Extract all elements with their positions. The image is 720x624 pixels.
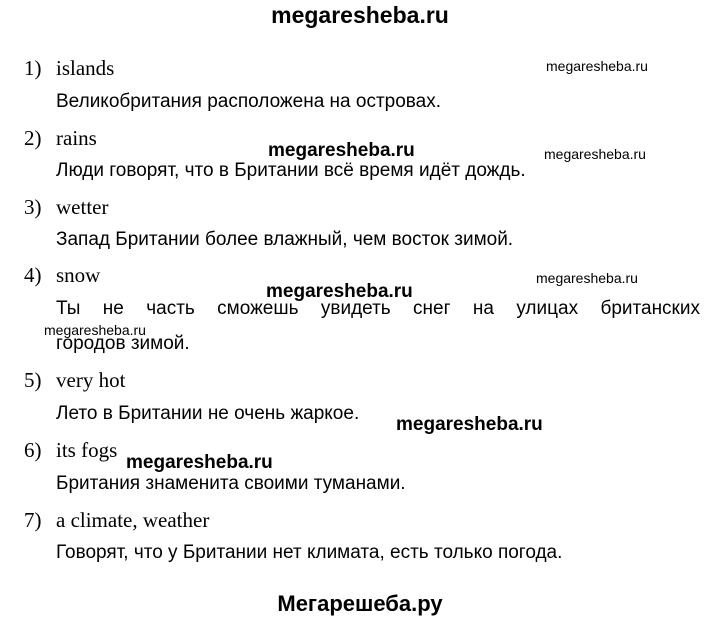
item-translation: Великобритания расположена на островах. <box>56 91 442 112</box>
item-translation: Британия знаменита своими туманами. <box>56 473 406 494</box>
item-translation: Лето в Британии не очень жаркое. <box>56 403 360 424</box>
watermark-large: megaresheba.ru <box>266 281 413 302</box>
item-translation: Запад Британии более влажный, чем восток зимой. <box>56 229 514 250</box>
item-number: 6) <box>24 438 42 462</box>
item-word: wetter <box>56 195 109 219</box>
item-word: snow <box>56 263 101 287</box>
item-translation: Говорят, что у Британии нет климата, есть только погода. <box>56 542 563 563</box>
header-site-title: megaresheba.ru <box>271 2 449 28</box>
item-word: its fogs <box>56 438 118 462</box>
watermark-large: megaresheba.ru <box>396 414 543 435</box>
watermark-small: megaresheba.ru <box>544 146 646 162</box>
watermark-small: megaresheba.ru <box>536 270 638 286</box>
item-word: a climate, weather <box>56 508 210 532</box>
watermark-small: megaresheba.ru <box>44 322 146 338</box>
watermark-large: megaresheba.ru <box>126 452 273 473</box>
item-translation-line1: Ты не часть сможешь увидеть снег на улицах британских <box>56 298 700 319</box>
item-number: 7) <box>24 508 42 532</box>
item-translation-line2: городов зимой. <box>56 333 190 354</box>
item-word: islands <box>56 56 115 80</box>
item-number: 3) <box>24 195 42 219</box>
item-number: 1) <box>24 56 42 80</box>
watermark-large: megaresheba.ru <box>268 140 415 161</box>
item-translation: Люди говорят, что в Британии всё время идёт дождь. <box>56 160 526 181</box>
item-word: rains <box>56 126 97 150</box>
item-number: 2) <box>24 126 42 150</box>
item-number: 4) <box>24 263 42 287</box>
watermark-small: megaresheba.ru <box>546 58 648 74</box>
item-word: very hot <box>56 368 126 392</box>
footer-site-title: Мегарешеба.ру <box>277 591 443 616</box>
item-number: 5) <box>24 368 42 392</box>
